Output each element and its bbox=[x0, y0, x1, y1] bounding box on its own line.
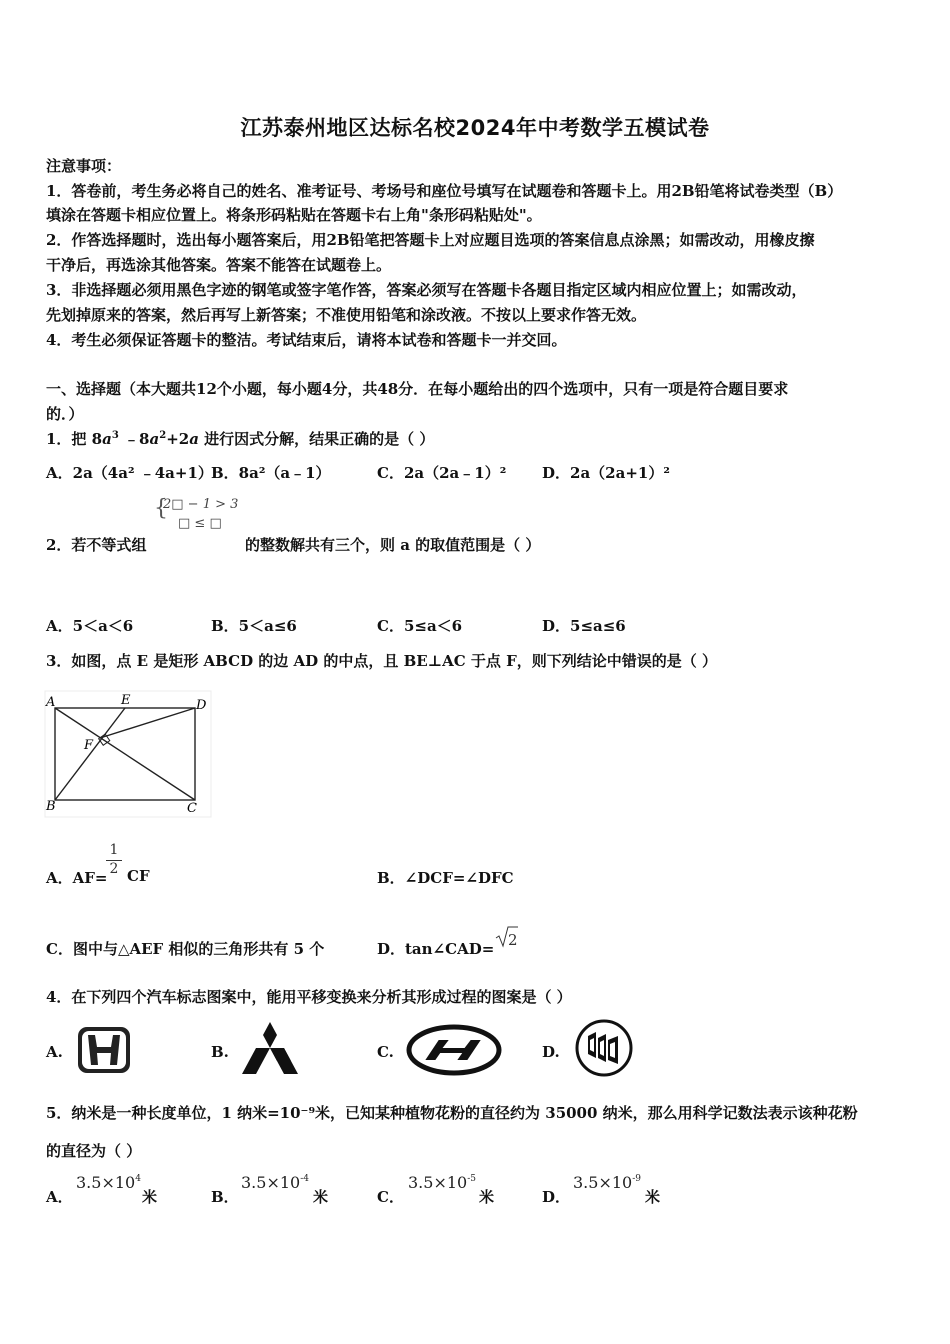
q5-option-b-value: $3.5\times 10^{-4}$ bbox=[241, 1173, 309, 1192]
q5-option-d-unit: 米 bbox=[645, 1188, 661, 1206]
question-5-stem-cont: 的直径为（ ） bbox=[46, 1142, 142, 1160]
q4-option-c[interactable]: C. bbox=[377, 1043, 394, 1061]
q4-option-a[interactable]: A. bbox=[46, 1043, 63, 1061]
label-D: D bbox=[196, 698, 207, 713]
question-3-stem: 3．如图，点 E 是矩形 ABCD 的边 AD 的中点，且 BE⊥AC 于点 F，则下列结论中错误的是（ ） bbox=[46, 652, 718, 670]
q5-option-d[interactable]: D． bbox=[542, 1188, 571, 1206]
q2-option-d[interactable]: D．5≤a≤6 bbox=[542, 617, 626, 635]
question-5-stem: 5．纳米是一种长度单位，1 纳米=10⁻⁹米，已知某种植物花粉的直径约为 35000 纳米，那么用科学记数法表示该种花粉 bbox=[46, 1104, 858, 1122]
section-heading: 一、选择题（本大题共12个小题，每小题4分，共48分．在每小题给出的四个选项中，只有一项是符合题目要求 bbox=[46, 380, 789, 398]
label-A: A bbox=[46, 695, 56, 710]
q5-option-a[interactable]: A． bbox=[46, 1188, 73, 1206]
q1-option-c[interactable]: C．2a（2a﹣1）² bbox=[377, 464, 507, 482]
sqrt-radicand: 2 bbox=[508, 931, 518, 949]
notice-line: 填涂在答题卡相应位置上。将条形码粘贴在答题卡右上角"条形码粘贴处"。 bbox=[46, 206, 542, 224]
q5-option-b-unit: 米 bbox=[313, 1188, 329, 1206]
label-C: C bbox=[187, 801, 197, 816]
q2-option-b[interactable]: B．5＜a≤6 bbox=[211, 617, 297, 635]
q1-option-b[interactable]: B．8a²（a﹣1） bbox=[211, 464, 331, 482]
question-2-stem-suffix: 的整数解共有三个，则 a 的取值范围是（ ） bbox=[245, 536, 541, 554]
system-brace: { bbox=[154, 496, 168, 521]
q4-option-b[interactable]: B. bbox=[211, 1043, 229, 1061]
rectangle-figure bbox=[44, 690, 212, 818]
q2-option-c[interactable]: C．5≤a＜6 bbox=[377, 617, 463, 635]
q2-option-a[interactable]: A．5＜a＜6 bbox=[46, 617, 134, 635]
inequality-1: 2□ − 1 > 3 bbox=[163, 497, 239, 512]
notice-heading: 注意事项： bbox=[46, 157, 122, 175]
sqrt-symbol bbox=[495, 925, 519, 949]
q3-option-d-prefix[interactable]: D．tan∠CAD= bbox=[377, 940, 495, 958]
notice-line: 3．非选择题必须用黑色字迹的钢笔或签字笔作答，答案必须写在答题卡各题目指定区域内相应位置上；如需改动， bbox=[46, 281, 807, 299]
notice-line: 干净后，再选涂其他答案。答案不能答在试题卷上。 bbox=[46, 256, 392, 274]
mitsubishi-logo-icon bbox=[240, 1020, 300, 1076]
buick-logo-icon bbox=[574, 1018, 634, 1078]
q1-option-d[interactable]: D．2a（2a+1）² bbox=[542, 464, 670, 482]
q5-option-c-unit: 米 bbox=[479, 1188, 495, 1206]
question-1-stem: 1．把 $8a^3$ $﹣8a^2+2a$ 进行因式分解，结果正确的是（ ） bbox=[46, 430, 435, 448]
q5-option-c-value: $3.5\times 10^{-5}$ bbox=[408, 1173, 476, 1192]
notice-line: 2．作答选择题时，选出每小题答案后，用2B铅笔把答题卡上对应题目选项的答案信息点涂黑；如需改动，用橡皮擦 bbox=[46, 231, 815, 249]
question-4-stem: 4．在下列四个汽车标志图案中，能用平移变换来分析其形成过程的图案是（ ） bbox=[46, 988, 572, 1006]
hyundai-logo-icon bbox=[406, 1024, 502, 1076]
q3-option-b[interactable]: B．∠DCF=∠DFC bbox=[377, 869, 514, 887]
question-2-stem-prefix: 2．若不等式组 bbox=[46, 536, 147, 554]
honda-logo-icon bbox=[76, 1025, 132, 1075]
q3-option-a-suffix: CF bbox=[127, 867, 150, 885]
q5-option-a-value: $3.5\times 10^4$ bbox=[76, 1173, 141, 1192]
label-E: E bbox=[121, 693, 131, 708]
q5-option-c[interactable]: C． bbox=[377, 1188, 404, 1206]
section-heading-cont: 的．） bbox=[46, 405, 84, 423]
q5-option-b[interactable]: B． bbox=[211, 1188, 239, 1206]
fraction-one-half: 1 2 bbox=[106, 842, 122, 877]
inequality-2: □ ≤ □ bbox=[178, 516, 222, 531]
notice-line: 1．答卷前，考生务必将自己的姓名、准考证号、考场号和座位号填写在试题卷和答题卡上。用2B铅笔将试卷类型（B） bbox=[46, 182, 843, 200]
label-F: F bbox=[84, 738, 94, 753]
q3-option-a-prefix[interactable]: A．AF= bbox=[46, 869, 108, 887]
page-title: 江苏泰州地区达标名校2024年中考数学五模试卷 bbox=[240, 116, 710, 140]
q3-option-c[interactable]: C．图中与△AEF 相似的三角形共有 5 个 bbox=[46, 940, 325, 958]
label-B: B bbox=[46, 799, 56, 814]
notice-line: 4．考生必须保证答题卡的整洁。考试结束后，请将本试卷和答题卡一并交回。 bbox=[46, 331, 567, 349]
q5-option-a-unit: 米 bbox=[142, 1188, 158, 1206]
q4-option-d[interactable]: D. bbox=[542, 1043, 560, 1061]
q1-option-a[interactable]: A．2a（4a² ﹣4a+1） bbox=[46, 464, 213, 482]
notice-line: 先划掉原来的答案，然后再写上新答案；不准使用铅笔和涂改液。不按以上要求作答无效。 bbox=[46, 306, 647, 324]
q5-option-d-value: $3.5\times 10^{-9}$ bbox=[573, 1173, 641, 1192]
